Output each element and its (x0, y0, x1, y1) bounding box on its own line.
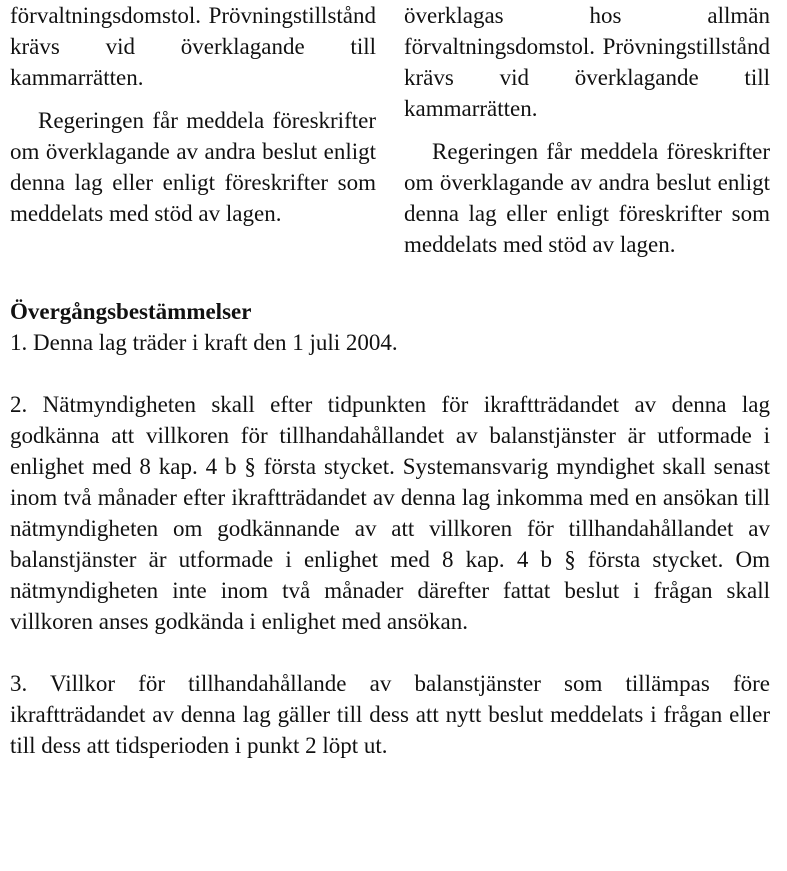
right-column (404, 0, 770, 260)
transitional-item-1: 1. Denna lag träder i kraft den 1 juli 2004. (10, 330, 398, 355)
document-page (10, 0, 770, 761)
left-paragraph-1: förvaltningsdomstol. Prövningstillstånd krävs vid överklagande till kammarrätten. (10, 3, 376, 90)
left-column (10, 0, 376, 260)
right-paragraph-2: Regeringen får meddela föreskrifter om överklagande av andra beslut enligt denna lag eller enligt föreskrifter som meddelats med stöd av lagen. (404, 139, 770, 257)
transitional-item-2: 2. Nätmyndigheten skall efter tidpunkten för ikraftträdandet av denna lag godkänna att villkoren för tillhandahållandet av balanstjänster är utformade i enlighet med 8 kap. 4 b § första stycket. Systemansvarig myndighet skall senast inom två månader efter ikraftträdandet av denna lag inkomma med en ansökan till nätmyndigheten om godkännande av att villkoren för tillhandahållandet av balanstjänster är utformade i enlighet med 8 kap. 4 b § första stycket. Om nätmyndigheten inte inom två månader därefter fattat beslut i frågan skall villkoren anses godkända i enlighet med ansökan. (10, 392, 770, 634)
parallel-columns (10, 0, 770, 260)
transitional-item-3: 3. Villkor för tillhandahållande av balanstjänster som tillämpas före ikraftträdandet av denna lag gäller till dess att nytt beslut meddelats i frågan eller till dess att tidsperioden i punkt 2 löpt ut. (10, 671, 770, 758)
left-paragraph-2: Regeringen får meddela föreskrifter om överklagande av andra beslut enligt denna lag eller enligt föreskrifter som meddelats med stöd av lagen. (10, 108, 376, 226)
right-paragraph-1: överklagas hos allmän förvaltningsdomstol. Prövningstillstånd krävs vid överklagande till kammarrätten. (404, 3, 770, 121)
section-heading: Övergångsbestämmelser (10, 299, 252, 324)
